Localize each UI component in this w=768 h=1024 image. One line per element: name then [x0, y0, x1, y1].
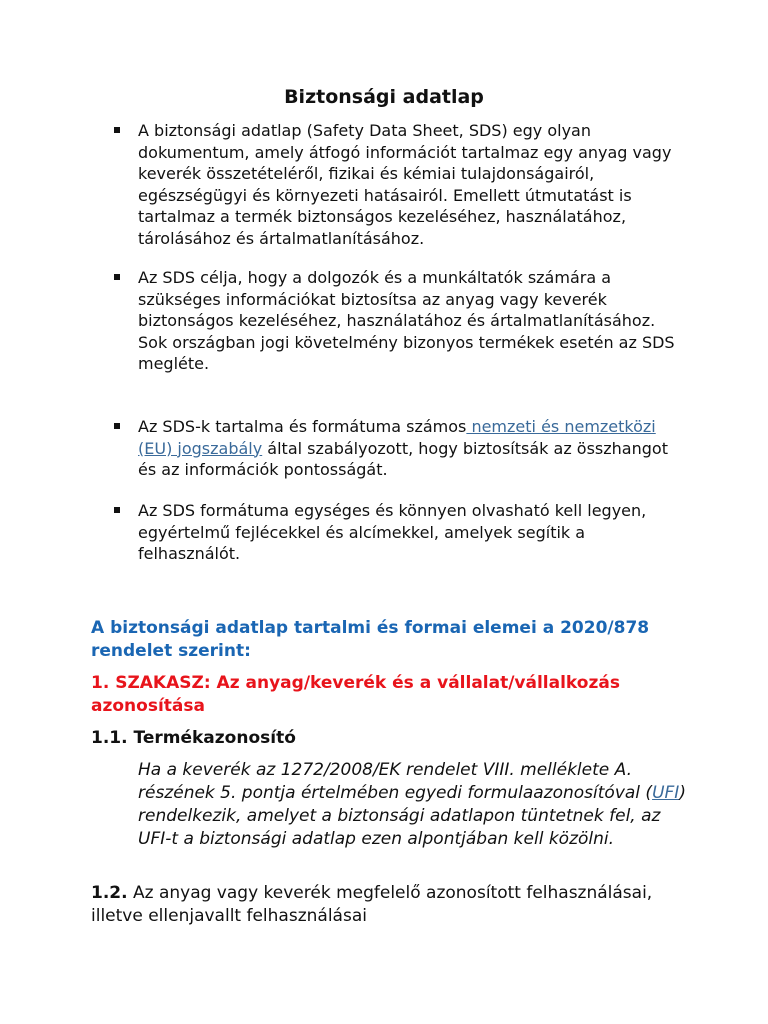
bullet-text: A biztonsági adatlap (Safety Data Sheet, SDS) egy olyan dokumentum, amely átfogó információt tartalmaz egy anyag vagy keverék összetételéről, fizikai és kémiai tulajdonságairól, egészségügyi és környezeti hatásairól. Emellett útmutatást is tartalmaz a termék biztonságos kezeléséhez, használatához, tárolásához és ártalmatlanításához.: [138, 121, 672, 248]
bullet-item-2: [138, 267, 678, 375]
legislation-link[interactable]: nemzeti és nemzetközi (EU) jogszabály: [138, 417, 656, 458]
bullet-item-4: [138, 500, 678, 565]
square-bullet-icon: [114, 507, 120, 513]
document-title: Biztonsági adatlap: [284, 86, 484, 108]
section-1-heading: 1. SZAKASZ: Az anyag/keverék és a vállalat/vállalkozás azonosítása: [91, 673, 620, 716]
ufi-link[interactable]: UFI: [652, 783, 680, 803]
bullet-item-3: [138, 416, 678, 481]
bullet-text: Az SDS-k tartalma és formátuma számos: [138, 417, 467, 436]
bullet-text: Az SDS célja, hogy a dolgozók és a munkáltatók számára a szükséges információkat biztosítsa az anyag vagy keverék biztonságos kezeléséhez, használatához és ártalmatlanításához. Sok országban jogi követelmény bizonyos termékek esetén az SDS megléte.: [138, 268, 675, 373]
bullet-item-1: [138, 120, 678, 249]
section-heading: A biztonsági adatlap tartalmi és formai elemei a 2020/878 rendelet szerint:: [91, 618, 650, 661]
square-bullet-icon: [114, 127, 120, 133]
subsection-1-2-number: 1.2.: [91, 883, 128, 903]
ufi-note-text: ) rendelkezik, amelyet a biztonsági adatlapon tüntetnek fel, az UFI-t a biztonsági adatlap ezen alpontjában kell közölni.: [138, 783, 686, 849]
subsection-1-1-heading: 1.1. Termékazonosító: [91, 728, 296, 748]
bullet-text: Az SDS formátuma egységes és könnyen olvasható kell legyen, egyértelmű fejlécekkel és alcímekkel, amelyek segítik a felhasználót.: [138, 501, 647, 563]
ufi-note-text: Ha a keverék az 1272/2008/EK rendelet VIII. melléklete A. részének 5. pontja értelmében egyedi formulaazonosítóval (: [138, 760, 653, 803]
square-bullet-icon: [114, 274, 120, 280]
bullet-text: által szabályozott, hogy biztosítsák az összhangot és az információk pontosságát.: [138, 438, 668, 479]
subsection-1-2-text: Az anyag vagy keverék megfelelő azonosított felhasználásai, illetve ellenjavallt felhasználásai: [91, 883, 653, 926]
subsection-1-2: [91, 882, 691, 928]
ufi-note: [138, 759, 698, 851]
square-bullet-icon: [114, 423, 120, 429]
